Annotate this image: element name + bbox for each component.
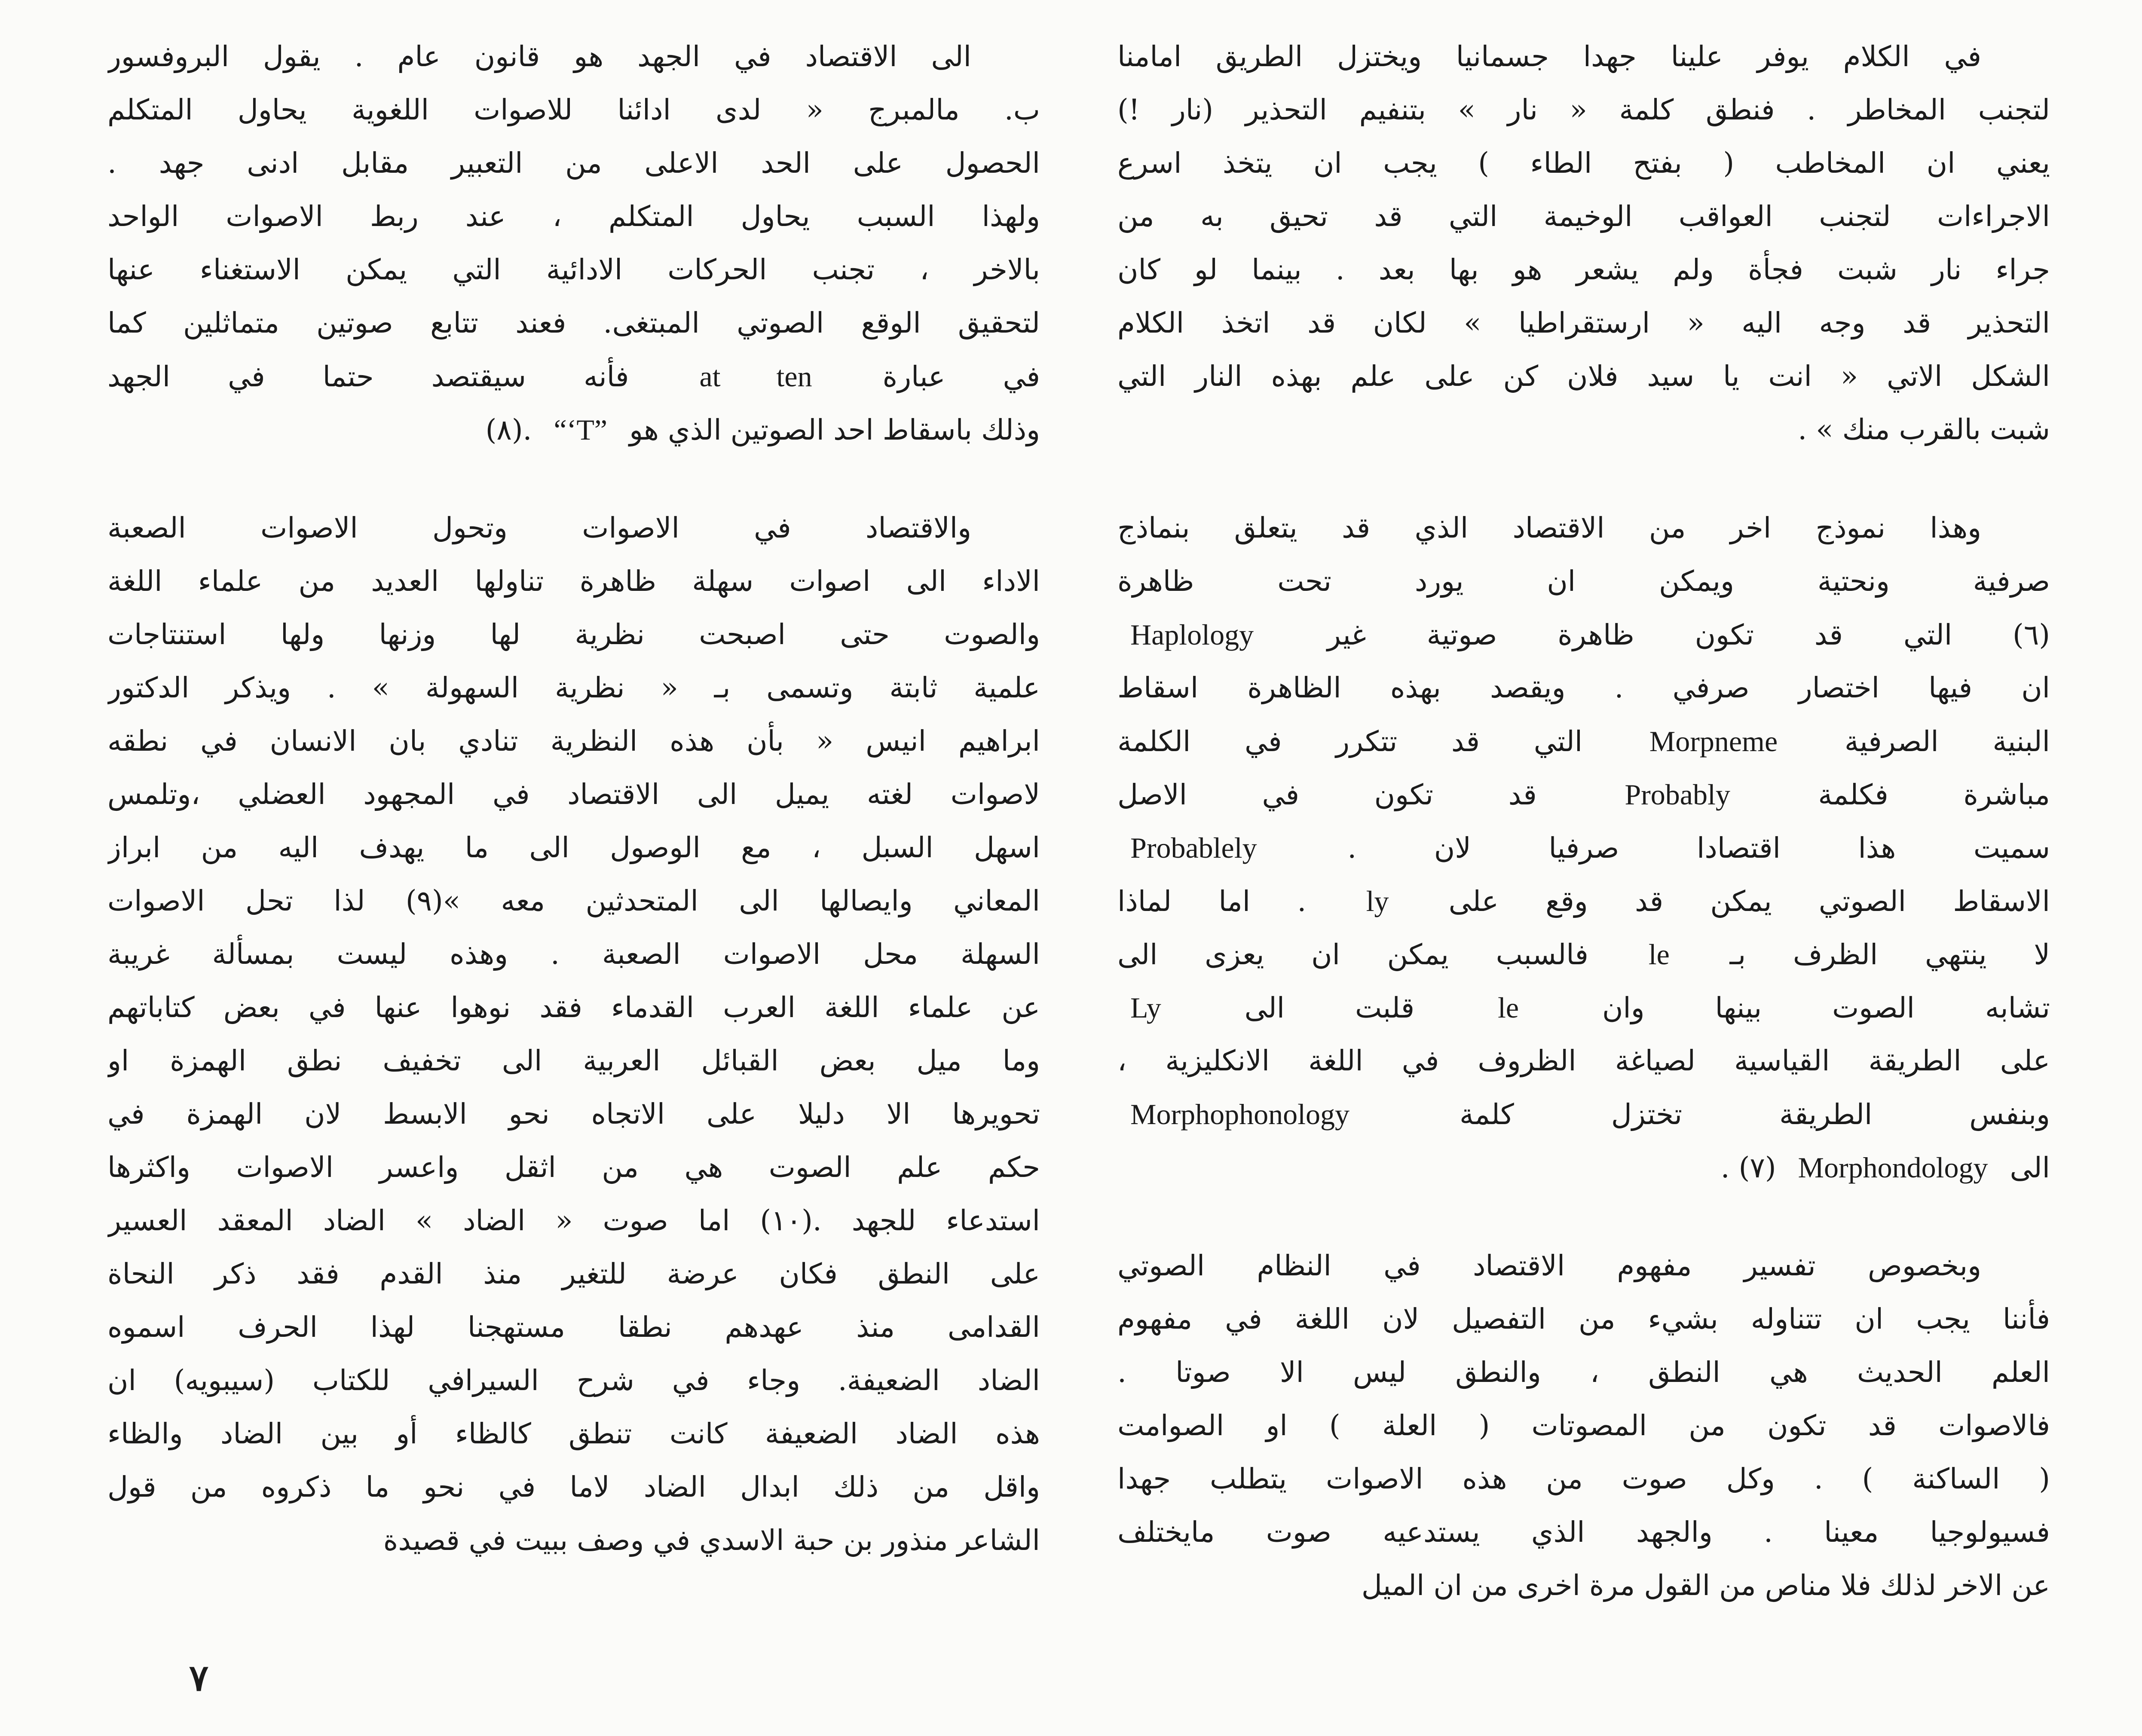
text-line: على الطريقة القياسية لصياغة الظروف في اللغة الانكليزية ،	[1117, 1044, 2050, 1077]
text-line: صرفية ونحتية ويمكن ان يورد تحت ظاهرة	[1117, 565, 2050, 598]
text-line: الشكل الاتي « انت يا سيد فلان كن على علم بهذه النار التي	[1117, 360, 2050, 393]
latin-term: Morphondology	[1798, 1151, 1988, 1184]
paragraph-gap	[1117, 456, 2050, 501]
left-text-column	[107, 30, 1040, 1567]
text-line	[1117, 821, 2050, 874]
text-line: فسيولوجيا معينا . والجهد الذي يستدعيه صوت مايختلف	[1117, 1516, 2050, 1549]
arabic-segment: تشابه الصوت بينها وان	[1602, 991, 2050, 1024]
text-line: تحويرها الا دليلا على الاتجاه نحو الابسط لان الهمزة في	[107, 1097, 1040, 1131]
text-line: واقل من ذلك ابدال الضاد لاما في نحو ما ذكروه من قول	[107, 1470, 1040, 1504]
text-line: الشاعر منذور بن حبة الاسدي في وصف ببيت في قصيدة	[383, 1524, 1040, 1557]
arabic-segment: قد تكون في الاصل	[1117, 778, 1537, 811]
latin-term: le	[1498, 991, 1519, 1024]
text-line: عن الاخر لذلك فلا مناص من القول مرة اخرى من ان الميل	[1361, 1569, 2050, 1602]
text-line: شبت بالقرب منك » .	[1798, 413, 2050, 446]
text-line: لاصوات لغته يميل الى الاقتصاد في المجهود العضلي ،وتلمس	[107, 778, 1040, 811]
latin-term: Haplology	[1130, 618, 1254, 651]
paragraph	[107, 501, 1040, 1567]
text-line: اسهل السبل ، مع الوصول الى ما يهدف اليه من ابراز	[107, 831, 1040, 864]
text-line: لتحقيق الوقع الصوتي المبتغى. فعند تتابع صوتين متماثلين كما	[107, 306, 1040, 339]
latin-term: Morpneme	[1649, 725, 1778, 758]
text-line: ان فيها اختصار صرفي . ويقصد بهذه الظاهرة اسقاط	[1117, 671, 2050, 704]
text-line: حكم علم الصوت هي من اثقل واعسر الاصوات واكثرها	[107, 1151, 1040, 1184]
paragraph-gap	[1117, 1194, 2050, 1239]
arabic-segment: وذلك باسقاط احد الصوتين الذي هو	[629, 413, 1040, 446]
text-line	[1117, 715, 2050, 768]
arabic-segment: فالسبب يمكن ان يعزى الى	[1117, 938, 1588, 971]
text-line: الضاد الضعيفة. وجاء في شرح السيرافي للكتاب (سيبويه) ان	[107, 1364, 1040, 1397]
text-line: الاجراءات لتجنب العواقب الوخيمة التي قد تحيق به من	[1117, 200, 2050, 233]
latin-term: Morphophonology	[1130, 1098, 1349, 1131]
text-line: وهذا نموذج اخر من الاقتصاد الذي قد يتعلق بنماذج	[1117, 511, 1981, 544]
text-line: السهلة محل الاصوات الصعبة . وهذه ليست بمسألة غريبة	[107, 938, 1040, 971]
paragraph	[1117, 1239, 2050, 1612]
text-line: علمية ثابتة وتسمى بـ « نظرية السهولة » . ويذكر الدكتور	[107, 671, 1040, 704]
text-line	[1117, 874, 2050, 928]
text-line: وبخصوص تفسير مفهوم الاقتصاد في النظام الصوتي	[1117, 1249, 1981, 1282]
text-line: المعاني وايصالها الى المتحدثين معه »(٩) لذا تحل الاصوات	[107, 884, 1040, 917]
latin-term: Probably	[1625, 778, 1730, 811]
text-line	[1117, 1141, 2050, 1194]
arabic-segment: قلبت الى	[1244, 991, 1415, 1024]
arabic-segment: وبنفس الطريقة تختزل كلمة	[1460, 1098, 2050, 1131]
text-line: والاقتصاد في الاصوات وتحول الاصوات الصعبة	[107, 511, 971, 544]
text-line: في الكلام يوفر علينا جهدا جسمانيا ويختزل الطريق امامنا	[1117, 40, 1981, 73]
text-line	[1117, 608, 2050, 661]
text-line: ابراهيم انيس « بأن هذه النظرية تنادي بان الانسان في نطقه	[107, 724, 1040, 758]
text-line: عن علماء اللغة العرب القدماء فقد نوهوا عنها في بعض كتاباتهم	[107, 991, 1040, 1024]
arabic-segment: (٧) .	[1720, 1151, 1776, 1184]
text-line: فالاصوات قد تكون من المصوتات ( العلة ) او الصوامت	[1117, 1409, 2050, 1442]
text-line: الحصول على الحد الاعلى من التعبير مقابل ادنى جهد .	[107, 147, 1040, 180]
text-line: فأننا يجب ان تتناوله بشيء من التفصيل لان اللغة في مفهوم	[1117, 1302, 2050, 1336]
paragraph	[1117, 30, 2050, 456]
text-line: هذه الضاد الضعيفة كانت تنطق كالظاء أو بين الضاد والظاء	[107, 1417, 1040, 1450]
text-line	[1117, 768, 2050, 821]
text-line: ولهذا السبب يحاول المتكلم ، عند ربط الاصوات الواحد	[107, 200, 1040, 233]
text-line	[107, 350, 1040, 403]
latin-term: Probablely	[1130, 831, 1257, 864]
page-number: ٧	[189, 1657, 209, 1699]
text-line: التحذير قد وجه اليه « ارستقراطيا » لكان قد اتخذ الكلام	[1117, 306, 2050, 339]
latin-term: Ly	[1130, 991, 1161, 1024]
text-line	[1117, 1088, 2050, 1141]
text-line: الاداء الى اصوات سهلة ظاهرة تناولها العديد من علماء اللغة	[107, 565, 1040, 598]
text-line	[1117, 981, 2050, 1034]
text-line: ب. مالمبرج « لدى ادائنا للاصوات اللغوية يحاول المتكلم	[107, 93, 1040, 126]
arabic-segment: لا ينتهي الظرف بـ	[1729, 938, 2050, 971]
latin-term: “‘T”	[554, 413, 608, 446]
text-line: والصوت حتى اصبحت نظرية لها وزنها ولها استنتاجات	[107, 618, 1040, 651]
text-line: الى الاقتصاد في الجهد هو قانون عام . يقول البروفسور	[107, 40, 971, 73]
text-line: جراء نار شبت فجأة ولم يشعر هو بها بعد . بينما لو كان	[1117, 253, 2050, 286]
text-line: ( الساكنة ) . وكل صوت من هذه الاصوات يتطلب جهدا	[1117, 1462, 2050, 1495]
arabic-segment: . اما لماذا	[1117, 885, 1307, 918]
arabic-segment: في عبارة	[882, 360, 1040, 393]
arabic-segment: التي قد تتكرر في الكلمة	[1117, 725, 1583, 758]
text-line: يعني ان المخاطب ( بفتح الطاء ) يجب ان يتخذ اسرع	[1117, 147, 2050, 180]
text-line: العلم الحديث هي النطق ، والنطق ليس الا صوتا .	[1117, 1356, 2050, 1389]
arabic-segment: الى	[2010, 1151, 2050, 1184]
arabic-segment: سميت هذا اقتصادا صرفيا لان .	[1347, 831, 2050, 865]
latin-term: ly	[1366, 885, 1389, 917]
text-line	[1117, 928, 2050, 981]
paragraph	[1117, 501, 2050, 1194]
latin-term: le	[1648, 938, 1670, 971]
text-line: القدامى منذ عهدهم نطقا مستهجنا لهذا الحرف اسموه	[107, 1311, 1040, 1344]
text-line	[107, 403, 1040, 456]
text-line: استدعاء للجهد .(١٠) اما صوت « الضاد » الضاد المعقد العسير	[107, 1204, 1040, 1237]
arabic-segment: (٦) التي قد تكون ظاهرة صوتية غير	[1327, 618, 2050, 651]
arabic-segment: .(٨)	[485, 413, 532, 446]
text-line: لتجنب المخاطر . فنطق كلمة « نار » بتنفيم التحذير (نار !)	[1117, 93, 2050, 126]
arabic-segment: البنية الصرفية	[1844, 725, 2050, 758]
paragraph-gap	[107, 456, 1040, 501]
arabic-segment: مباشرة فكلمة	[1818, 778, 2050, 811]
right-text-column	[1117, 30, 2050, 1612]
text-line: على النطق فكان عرضة للتغير منذ القدم فقد ذكر النحاة	[107, 1257, 1040, 1290]
text-line: وما ميل بعض القبائل العربية الى تخفيف نطق الهمزة او	[107, 1044, 1040, 1077]
arabic-segment: فأنه سيقتصد حتما في الجهد	[107, 360, 629, 393]
paragraph	[107, 30, 1040, 456]
arabic-segment: الاسقاط الصوتي يمكن قد وقع على	[1448, 885, 2050, 918]
latin-term: at ten	[699, 360, 812, 393]
text-line: بالاخر ، تجنب الحركات الادائية التي يمكن الاستغناء عنها	[107, 253, 1040, 286]
